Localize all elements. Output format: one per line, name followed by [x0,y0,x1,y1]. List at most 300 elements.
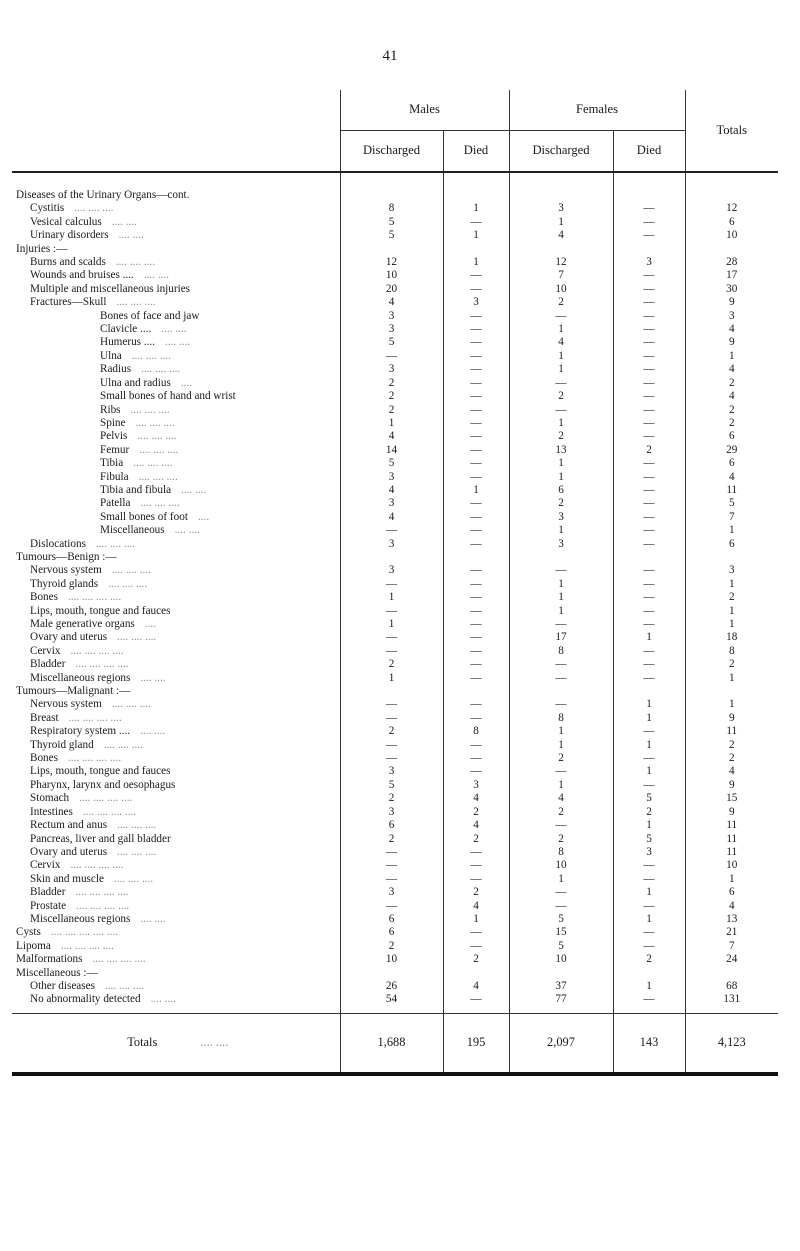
cell-male-died: 1 [443,229,509,242]
row-label-text: Injuries :— [16,242,68,255]
cell-female-died [613,967,685,980]
row-label-text: Pharynx, larynx and oesophagus [30,778,176,791]
cell-female-discharged: 2 [509,296,613,309]
section-heading-row [12,172,778,202]
leader-dots: .... .... .... .... [70,859,124,872]
row-label [12,685,340,698]
cell-male-discharged: 3 [340,310,443,323]
cell-male-discharged [340,551,443,564]
cell-total: 11 [685,725,778,738]
table-row [12,497,778,510]
row-label [12,873,340,886]
cell-female-died: — [613,216,685,229]
cell-male-discharged: 3 [340,538,443,551]
row-label-text: Ribs [100,403,121,416]
row-label-text: Pelvis [100,430,128,443]
cell-female-died: 1 [613,631,685,644]
cell-male-died: — [443,698,509,711]
cell-female-died: — [613,672,685,685]
cell-total: 8 [685,645,778,658]
cell-total: 7 [685,511,778,524]
cell-female-died: — [613,417,685,430]
cell-female-died: — [613,658,685,671]
table-row [12,819,778,832]
cell-male-died: 2 [443,886,509,899]
cell-total: 2 [685,417,778,430]
leader-dots: .... .... .... [117,819,157,832]
cell-male-died: 4 [443,819,509,832]
cell-male-discharged: — [340,350,443,363]
cell-female-died: — [613,350,685,363]
cell-male-died: — [443,417,509,430]
cell-male-died: 1 [443,913,509,926]
cell-total: 29 [685,444,778,457]
cell-female-died: — [613,926,685,939]
leader-dots: .... .... .... .... [75,886,129,899]
cell-male-discharged [340,685,443,698]
table-row [12,417,778,430]
cell-total: 6 [685,216,778,229]
row-label [12,256,340,269]
table-row [12,591,778,604]
row-label-text: Lips, mouth, tongue and fauces [30,765,171,778]
row-label-text: Clavicle .... [100,323,152,336]
cell-male-died: 1 [443,202,509,215]
row-label-text: Cysts [16,926,41,939]
cell-female-discharged: 10 [509,953,613,966]
row-label [12,765,340,778]
row-label-text: Lipoma [16,939,51,952]
cell-male-died: — [443,846,509,859]
row-label-text: Miscellaneous regions [30,671,131,684]
table-row [12,792,778,805]
cell-male-discharged: 3 [340,564,443,577]
cell-male-discharged [340,967,443,980]
cell-male-discharged: 8 [340,202,443,215]
cell-male-discharged: 5 [340,779,443,792]
row-label [12,283,340,296]
cell-male-discharged: 10 [340,269,443,282]
leader-dots: .... .... .... .... [67,591,122,604]
cell-female-discharged: — [509,698,613,711]
cell-male-discharged: 5 [340,336,443,349]
cell-male-discharged [340,243,443,256]
row-label [12,430,340,443]
leader-dots: .... .... .... [137,430,177,443]
table-row [12,712,778,725]
leader-dots: .... .... .... [115,256,155,269]
leader-dots: .... .... .... .... .... [50,926,118,939]
cell-female-died [613,685,685,698]
row-label [12,752,340,765]
cell-male-discharged: 3 [340,886,443,899]
table-row [12,578,778,591]
cell-female-discharged: 4 [509,229,613,242]
table-row [12,658,778,671]
cell-female-discharged: 8 [509,645,613,658]
cell-male-discharged: 1 [340,591,443,604]
row-label-text: Cervix [30,644,61,657]
row-label-text: Thyroid gland [30,738,94,751]
leader-dots: .... .... .... [117,631,157,644]
cell-female-died: 1 [613,698,685,711]
row-label-text: Tibia [100,457,124,470]
cell-female-discharged: 10 [509,859,613,872]
table-row [12,833,778,846]
cell-female-discharged: 1 [509,591,613,604]
totals-female-died: 143 [613,1013,685,1074]
row-label-text: Vesical calculus [30,215,102,228]
cell-female-discharged: 15 [509,926,613,939]
row-label [12,202,340,215]
cell-female-discharged: 2 [509,806,613,819]
cell-total: 2 [685,591,778,604]
totals-label-text: Totals [127,1035,158,1050]
cell-total: 4 [685,363,778,376]
row-label [12,243,340,256]
table-row [12,645,778,658]
page-number: 41 [382,48,398,64]
cell-male-died: — [443,859,509,872]
table-row [12,913,778,926]
cell-female-died: 1 [613,886,685,899]
cell-male-discharged: 10 [340,953,443,966]
cell-female-died: — [613,336,685,349]
cell-male-discharged: 14 [340,444,443,457]
cell-female-died: 2 [613,806,685,819]
cell-total: 1 [685,578,778,591]
table-row [12,900,778,913]
cell-male-discharged: 3 [340,765,443,778]
leader-dots: .... .... .... [113,872,154,885]
cell-male-discharged: 4 [340,430,443,443]
cell-male-died: — [443,310,509,323]
cell-male-died [443,172,509,202]
table-row [12,444,778,457]
cell-total: 4 [685,900,778,913]
cell-female-discharged: 1 [509,457,613,470]
row-label-text: Humerus .... [100,336,155,349]
header-male-died: Died [443,131,509,173]
cell-total: 9 [685,806,778,819]
header-blank-2 [12,131,340,173]
cell-male-discharged: — [340,712,443,725]
cell-male-discharged: 3 [340,806,443,819]
cell-total: 11 [685,833,778,846]
cell-total [685,551,778,564]
cell-male-died: 2 [443,806,509,819]
row-label [12,591,340,604]
row-label [12,792,340,805]
cell-female-discharged [509,967,613,980]
table-row [12,605,778,618]
cell-female-died: 2 [613,444,685,457]
row-label [12,511,340,524]
cell-female-discharged: 1 [509,739,613,752]
cell-female-died: — [613,859,685,872]
cell-male-discharged: 2 [340,658,443,671]
row-label [12,417,340,430]
cell-female-discharged: 2 [509,497,613,510]
cell-male-died: — [443,404,509,417]
cell-male-discharged: 2 [340,725,443,738]
cell-total: 6 [685,457,778,470]
row-label-text: Malformations [16,953,83,966]
cell-male-discharged: 2 [340,940,443,953]
leader-dots: .... .... [150,993,176,1006]
row-label-text: Other diseases [30,979,95,992]
cell-female-died: — [613,229,685,242]
cell-total: 1 [685,605,778,618]
cell-total: 15 [685,792,778,805]
row-label-text: Bones [30,591,58,604]
cell-male-discharged: 3 [340,497,443,510]
table-row [12,698,778,711]
table-row [12,350,778,363]
cell-female-discharged: 8 [509,712,613,725]
row-label-text: Tumours—Benign :— [16,550,117,563]
header-female-discharged: Discharged [509,131,613,173]
leader-dots: .... .... .... [140,497,180,510]
cell-male-died: — [443,538,509,551]
row-label [12,900,340,913]
leader-dots: .... .... .... [74,202,114,215]
row-label-text: Multiple and miscellaneous injuries [30,282,191,295]
cell-male-died: — [443,645,509,658]
cell-female-died: 1 [613,765,685,778]
header-females: Females [509,90,685,131]
row-label-text: Male generative organs [30,618,135,630]
row-label-text: Bones [30,752,58,765]
leader-dots: .... .... .... [108,577,148,590]
cell-total: 5 [685,497,778,510]
row-label [12,806,340,819]
cell-total: 2 [685,658,778,671]
cell-female-discharged: 8 [509,846,613,859]
cell-female-discharged [509,551,613,564]
leader-dots: .... .... [161,323,187,336]
row-label [12,833,340,846]
cell-female-died: — [613,471,685,484]
cell-male-died: — [443,323,509,336]
cell-female-died: — [613,377,685,390]
cell-male-discharged: — [340,846,443,859]
cell-female-discharged: 1 [509,323,613,336]
cell-total: 10 [685,229,778,242]
cell-female-discharged: 5 [509,913,613,926]
cell-female-discharged: 37 [509,980,613,993]
leader-dots: .... .... .... [133,457,173,470]
cell-male-died: 4 [443,900,509,913]
totals-male-died: 195 [443,1013,509,1074]
cell-total: 1 [685,672,778,685]
cell-male-discharged: 5 [340,216,443,229]
row-label-text: Respiratory system .... [30,725,131,738]
cell-female-died: — [613,940,685,953]
leader-dots: .... .... .... [116,296,156,309]
row-label-text: Prostate [30,899,67,912]
leader-dots: .... .... [181,483,207,496]
cell-female-discharged: — [509,886,613,899]
table-row [12,310,778,323]
cell-female-discharged: — [509,618,613,631]
row-label-text: Ovary and uterus [30,845,108,858]
cell-female-discharged: 12 [509,256,613,269]
cell-female-died: — [613,310,685,323]
cell-female-discharged: 1 [509,779,613,792]
row-label-text: Radius [100,363,132,376]
cell-male-discharged: — [340,524,443,537]
cell-male-discharged: — [340,739,443,752]
row-label-text: Bladder [30,658,66,671]
cell-female-died: 3 [613,846,685,859]
cell-female-died: — [613,202,685,215]
cell-total: 9 [685,779,778,792]
row-label [12,672,340,685]
cell-female-discharged [509,243,613,256]
cell-male-discharged: 3 [340,323,443,336]
table-row [12,739,778,752]
cell-female-died: — [613,484,685,497]
cell-total: 1 [685,873,778,886]
table-row [12,229,778,242]
leader-dots: .... .... .... [131,349,171,362]
table-row [12,886,778,899]
table-body [12,172,778,1013]
cell-male-died: — [443,564,509,577]
cell-female-discharged: 1 [509,578,613,591]
leader-dots: .... .... .... .... [60,939,114,952]
cell-total: 2 [685,739,778,752]
leader-dots: .... .... [111,215,137,228]
cell-female-died: 5 [613,833,685,846]
row-label [12,471,340,484]
cell-male-died: — [443,993,509,1013]
leader-dots: .... .... .... .... [76,899,130,912]
row-label [12,336,340,349]
cell-female-died: — [613,618,685,631]
cell-female-discharged: 3 [509,538,613,551]
leader-dots: .... .... .... [95,537,136,550]
section-heading-row [12,685,778,698]
table-row [12,538,778,551]
row-label-text: Small bones of hand and wrist [100,390,236,403]
row-label [12,698,340,711]
hospital-statistics-table [12,90,778,1076]
cell-female-discharged: 1 [509,725,613,738]
table-row [12,363,778,376]
row-label-text: Bladder [30,886,66,899]
cell-male-died: — [443,940,509,953]
cell-male-discharged: 1 [340,618,443,631]
totals-total: 4,123 [685,1013,778,1074]
row-label [12,926,340,939]
cell-total: 4 [685,471,778,484]
table-row [12,953,778,966]
cell-male-died: 8 [443,725,509,738]
cell-female-died: — [613,363,685,376]
cell-total: 6 [685,886,778,899]
cell-total: 28 [685,256,778,269]
table-row [12,980,778,993]
cell-female-discharged: — [509,377,613,390]
cell-total: 24 [685,953,778,966]
cell-male-discharged: 20 [340,283,443,296]
cell-total: 1 [685,698,778,711]
cell-male-died: — [443,497,509,510]
table-row [12,752,778,765]
totals-leader-dots: .... .... [200,1035,229,1050]
header-males: Males [340,90,509,131]
cell-male-discharged: 1 [340,417,443,430]
cell-female-discharged [509,172,613,202]
row-label-text: Rectum and anus [30,819,108,832]
cell-female-discharged: — [509,900,613,913]
cell-male-died: 3 [443,779,509,792]
cell-female-discharged: 4 [509,792,613,805]
cell-female-discharged: 1 [509,350,613,363]
row-label-text: Fractures—Skull [30,296,107,309]
row-label [12,739,340,752]
row-label [12,363,340,376]
cell-female-died: — [613,873,685,886]
cell-total: 21 [685,926,778,939]
row-label-text: Skin and muscle [30,872,104,885]
totals-male-discharged: 1,688 [340,1013,443,1074]
cell-total: 11 [685,819,778,832]
cell-female-discharged: — [509,819,613,832]
row-label-text: Diseases of the Urinary Organs—cont. [16,189,190,201]
leader-dots: .... .... .... .... [92,953,146,966]
cell-male-died: — [443,765,509,778]
row-label [12,497,340,510]
leader-dots: .... [144,618,156,630]
leader-dots: .... .... .... [111,564,151,577]
cell-total: 3 [685,310,778,323]
row-label [12,980,340,993]
section-heading-row [12,967,778,980]
row-label-text: Urinary disorders [30,229,109,242]
cell-male-discharged: — [340,900,443,913]
cell-female-died: — [613,524,685,537]
table-row [12,484,778,497]
cell-male-discharged: 3 [340,471,443,484]
row-label [12,564,340,577]
header-blank [12,90,340,131]
cell-male-died: — [443,216,509,229]
cell-female-discharged: 3 [509,511,613,524]
row-label-text: Miscellaneous :— [16,966,98,979]
cell-male-died [443,685,509,698]
row-label [12,578,340,591]
cell-male-died: — [443,377,509,390]
cell-female-died: — [613,269,685,282]
cell-male-died: — [443,752,509,765]
row-label [12,457,340,470]
header-totals: Totals [685,90,778,172]
row-label [12,538,340,551]
cell-male-discharged: 2 [340,792,443,805]
cell-male-died: — [443,336,509,349]
row-label-text: Tibia and fibula [100,483,172,496]
cell-male-discharged: 1 [340,672,443,685]
cell-female-discharged: 1 [509,216,613,229]
row-label [12,551,340,564]
cell-female-died: — [613,323,685,336]
cell-total: 4 [685,390,778,403]
cell-total: 131 [685,993,778,1013]
row-label-text: Wounds and bruises .... [30,269,134,282]
